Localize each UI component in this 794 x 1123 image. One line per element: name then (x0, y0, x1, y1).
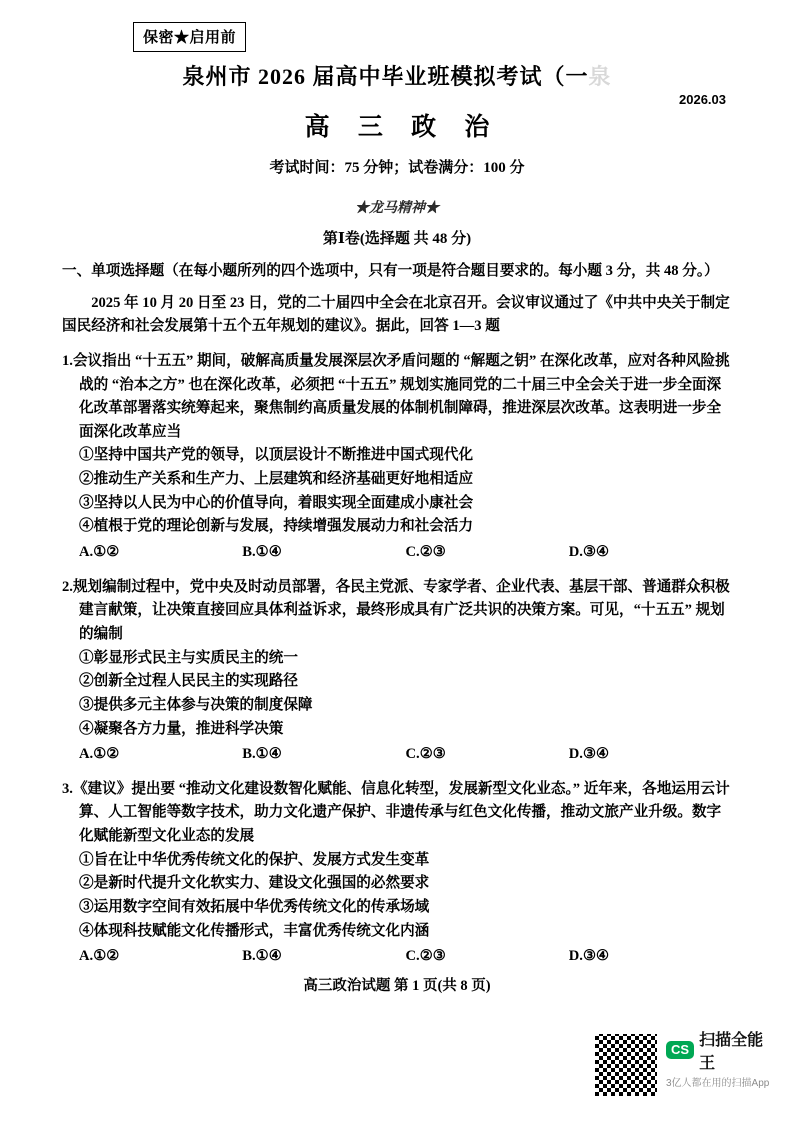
question-2-option-4: ④凝聚各方力量，推进科学决策 (79, 720, 284, 737)
confidential-stamp: 保密★启用前 (133, 22, 246, 52)
qr-code-icon (592, 1031, 660, 1099)
question-1-stem (62, 350, 732, 445)
question-2 (62, 576, 732, 767)
page-title (0, 0, 794, 91)
question-2-option-3: ③提供多元主体参与决策的制度保障 (79, 696, 313, 713)
question-3-option-3: ③运用数字空间有效拓展中华优秀传统文化的传承场域 (79, 899, 430, 916)
question-1-choice-d: D.③④ (568, 544, 610, 561)
exam-content (0, 260, 794, 969)
question-1-option-4: ④植根于党的理论创新与发展，持续增强发展动力和社会活力 (79, 518, 474, 535)
scanner-watermark (592, 1027, 772, 1113)
question-2-stem (62, 576, 732, 647)
question-3-text: 《建议》提出要 “推动文化建设数智化赋能、信息化转型，发展新型文化业态。” 近年来，各地运用云计算、人工智能等数字技术，助力文化遗产保护、非遗传承与红色文化传播，推动文旅产业升级。数字化赋能新型文化业态的发展 (72, 780, 730, 845)
question-3-option-1: ①旨在让中华优秀传统文化的保护、发展方式发生变革 (79, 851, 430, 868)
question-3-choice-b: B.①④ (242, 948, 282, 965)
question-1-option-1: ①坚持中国共产党的领导，以顶层设计不断推进中国式现代化 (79, 447, 474, 464)
question-1-option-3: ③坚持以人民为中心的价值导向，着眼实现全面建成小康社会 (79, 494, 474, 511)
question-1-text: 会议指出 “十五五” 期间，破解高质量发展深层次矛盾问题的 “解题之钥” 在深化改革，应对各种风险挑战的 “治本之方” 也在深化改革，必须把 “十五五” 规划实施同党的二十届三中全会关于进一步全面深化改革部署落实统筹起来，聚焦制约高质量发展的体制机制障碍，推进深层次改革。这表明进一步全面深化改革应当 (72, 352, 730, 440)
question-3-option-2: ②是新时代提升文化软实力、建设文化强国的必然要求 (79, 875, 430, 892)
question-2-option-1: ①彰显形式民主与实质民主的统一 (79, 649, 298, 666)
question-1-number: 1. (62, 352, 73, 369)
app-subtitle: 3亿人都在用的扫描App (666, 1078, 770, 1089)
camscanner-logo-icon: CS (666, 1041, 694, 1059)
exam-info: 考试时间：75 分钟；试卷满分：100 分 (269, 160, 525, 176)
question-1-choices (62, 541, 732, 565)
question-1-choice-a: A.①② (79, 544, 120, 561)
question-1-choice-b: B.①④ (242, 544, 282, 561)
page-title-faded: 泉 (588, 64, 612, 89)
question-2-number: 2. (62, 578, 73, 595)
app-name: 扫描全能王 (699, 1032, 764, 1072)
page-footer: 高三政治试题 第 1 页(共 8 页) (303, 978, 491, 994)
question-3-choice-d: D.③④ (568, 948, 610, 965)
question-3-option-4: ④体现科技赋能文化传播形式，丰富优秀传统文化内涵 (79, 922, 430, 939)
question-3-number: 3. (62, 780, 73, 797)
question-2-choice-a: A.①② (79, 746, 120, 763)
slogan: ★龙马精神★ (355, 201, 439, 216)
question-1 (62, 350, 732, 565)
question-2-option-2: ②创新全过程人民民主的实现路径 (79, 673, 298, 690)
question-3-choice-c: C.②③ (405, 948, 446, 965)
question-3-choice-a: A.①② (79, 948, 120, 965)
question-3 (62, 778, 732, 969)
exam-date: 2026.03 (679, 92, 726, 107)
question-3-choices (62, 945, 732, 969)
subject-title: 高 三 政 治 (304, 114, 501, 141)
question-2-text: 规划编制过程中，党中央及时动员部署，各民主党派、专家学者、企业代表、基层干部、普通群众积极建言献策，让决策直接回应具体利益诉求，最终形成具有广泛共识的决策方案。可见，“十五五” 规划的编制 (72, 578, 730, 642)
part-title: 第Ⅰ卷(选择题 共 48 分) (322, 231, 472, 247)
question-2-choice-d: D.③④ (568, 746, 610, 763)
question-2-choices (62, 743, 732, 767)
question-1-choice-c: C.②③ (405, 544, 446, 561)
section-heading: 一、单项选择题（在每小题所列的四个选项中，只有一项是符合题目要求的。每小题 3 分，共 48 分。） (62, 263, 719, 279)
app-badge (666, 1027, 772, 1073)
question-2-choice-b: B.①④ (242, 746, 282, 763)
question-material: 2025 年 10 月 20 日至 23 日，党的二十届四中全会在北京召开。会议审议通过了《中共中央关于制定国民经济和社会发展第十五个五年规划的建议》。据此，回答 1—3 题 (62, 294, 730, 335)
page-title-text: 泉州市 2026 届高中毕业班模拟考试（一 (182, 64, 589, 89)
question-1-option-2: ②推动生产关系和生产力、上层建筑和经济基础更好地相适应 (79, 471, 474, 488)
question-2-choice-c: C.②③ (405, 746, 446, 763)
question-3-stem (62, 778, 732, 849)
